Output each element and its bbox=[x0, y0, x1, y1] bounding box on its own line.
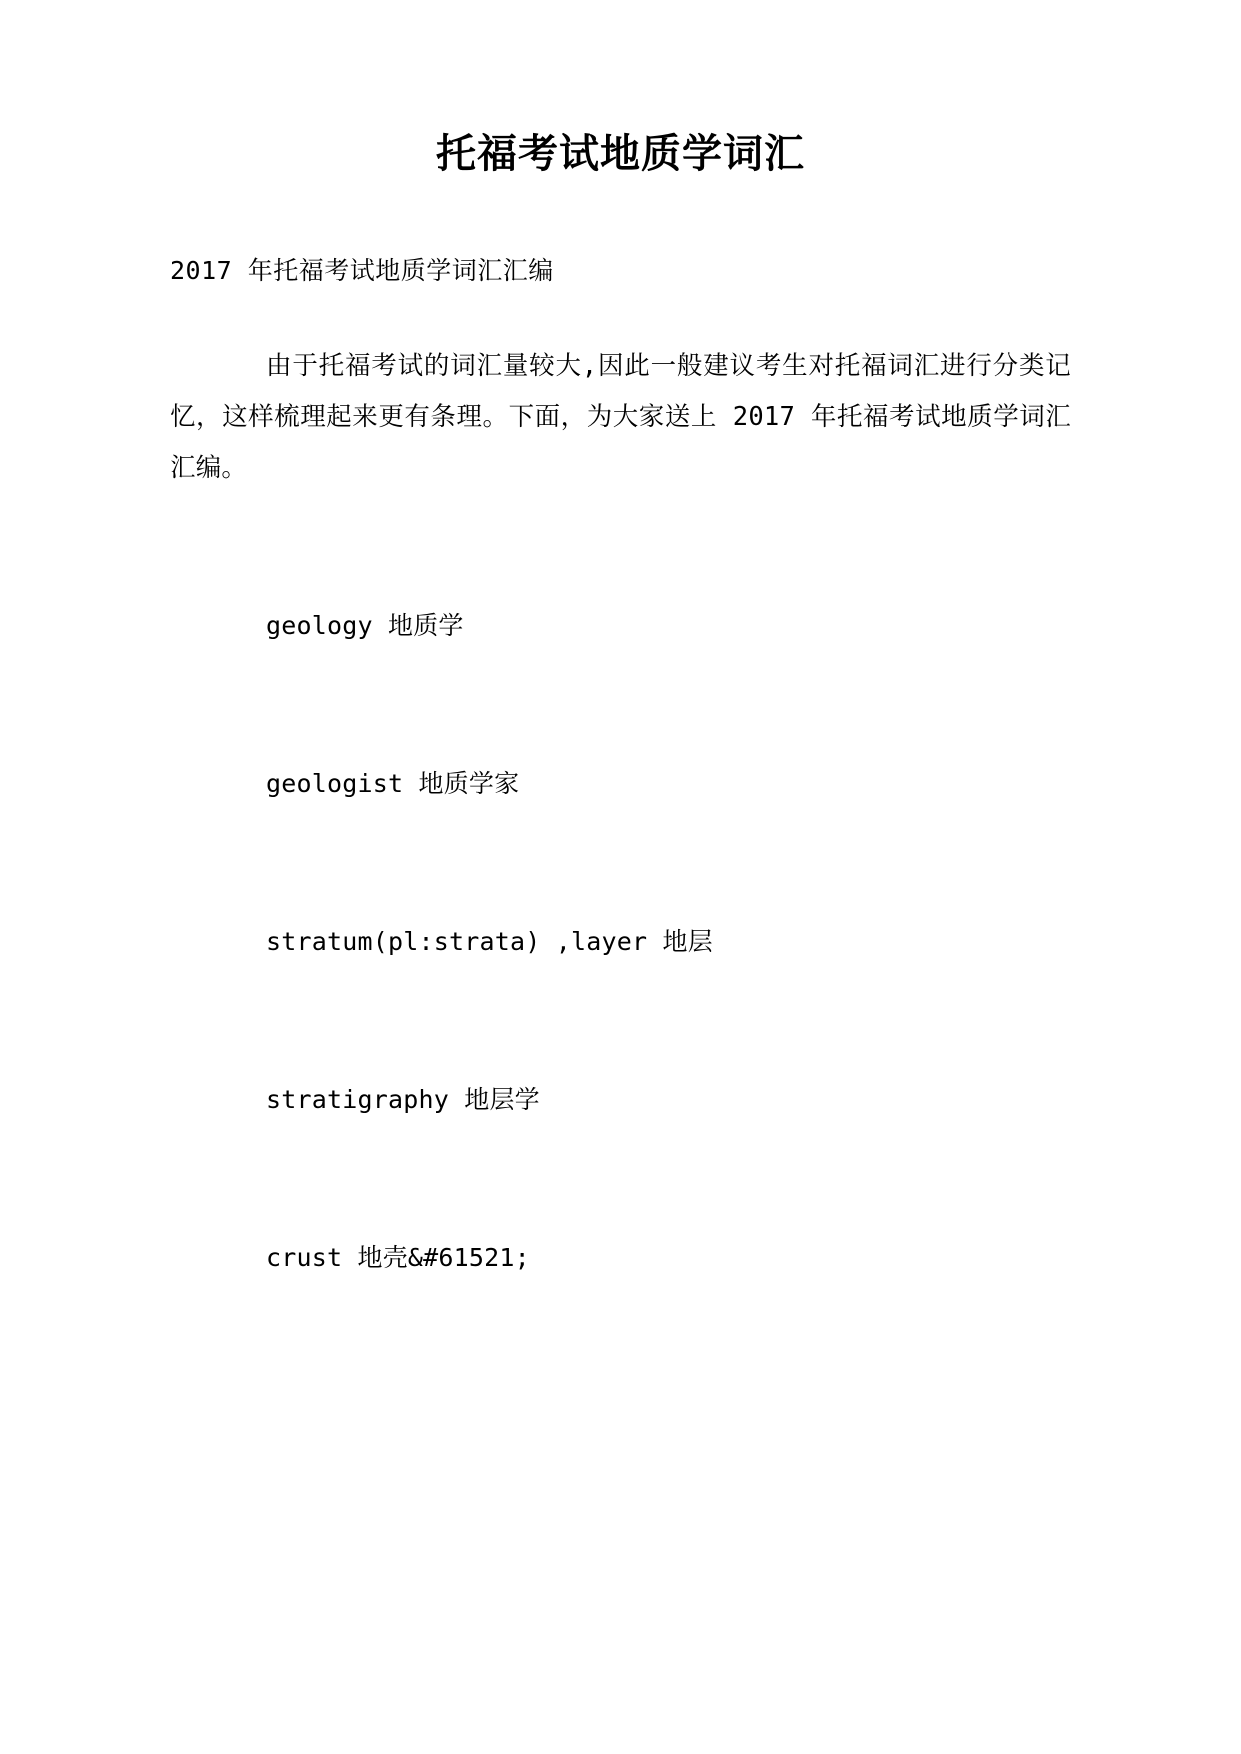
spacer bbox=[170, 494, 1071, 606]
list-item: crust 地壳&#61521; bbox=[266, 1243, 530, 1272]
spacer bbox=[170, 1120, 1071, 1238]
spacer bbox=[170, 962, 1071, 1080]
document-subtitle: 2017 年托福考试地质学词汇汇编 bbox=[170, 256, 554, 285]
list-item: geology 地质学 bbox=[266, 611, 464, 640]
list-item: stratigraphy 地层学 bbox=[266, 1085, 540, 1114]
spacer bbox=[170, 646, 1071, 764]
list-item: geologist 地质学家 bbox=[266, 769, 520, 798]
vocabulary-list bbox=[170, 494, 1071, 1278]
spacer bbox=[170, 804, 1071, 922]
page-title: 托福考试地质学词汇 bbox=[436, 131, 805, 177]
list-item: stratum(pl:strata) ,layer 地层 bbox=[266, 927, 713, 956]
intro-paragraph: 由于托福考试的词汇量较大,因此一般建议考生对托福词汇进行分类记忆，这样梳理起来更有条理。下面，为大家送上 2017 年托福考试地质学词汇汇编。 bbox=[170, 351, 1071, 483]
